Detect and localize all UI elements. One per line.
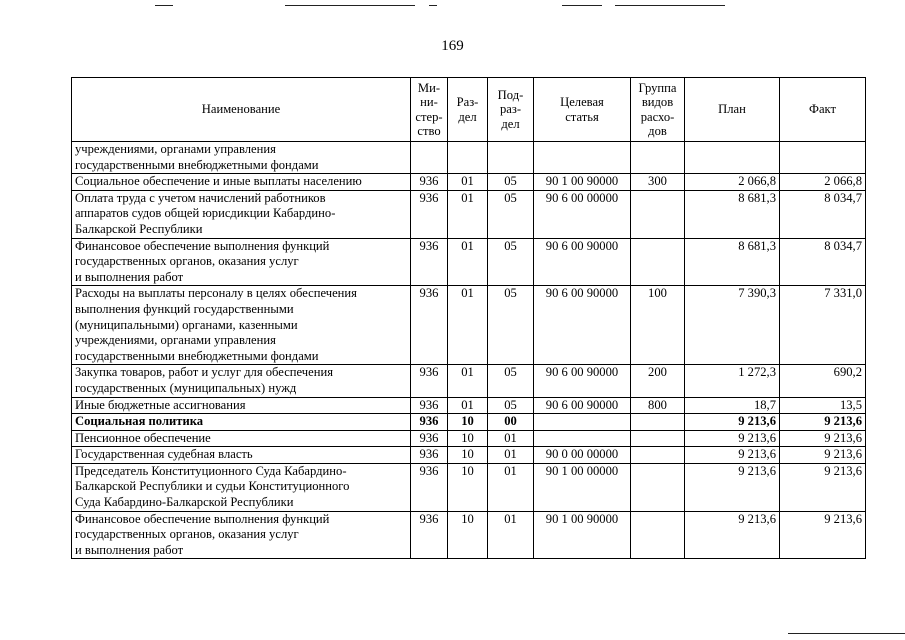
- cell-name: Председатель Конституционного Суда Кабардино- Балкарской Республики и судьи Конституционного Суда Кабардино-Балкарской Республики: [72, 463, 411, 511]
- table-row: [72, 447, 866, 464]
- scan-mark: [615, 5, 725, 6]
- cell-plan: 9 213,6: [685, 447, 780, 464]
- cell-ministry: 936: [411, 463, 448, 511]
- cell-section: 01: [448, 286, 488, 365]
- cell-fact: 2 066,8: [780, 174, 866, 191]
- scan-mark: [285, 5, 415, 6]
- cell-section: 01: [448, 238, 488, 286]
- cell-plan: [685, 142, 780, 174]
- cell-expense-group: [631, 430, 685, 447]
- cell-target-article: [534, 142, 631, 174]
- cell-expense-group: 200: [631, 365, 685, 397]
- cell-subsection: 05: [488, 286, 534, 365]
- cell-plan: 8 681,3: [685, 190, 780, 238]
- header-col-group: Группа видов расхо- дов: [631, 78, 685, 142]
- table-row: [72, 365, 866, 397]
- cell-expense-group: [631, 463, 685, 511]
- cell-ministry: 936: [411, 286, 448, 365]
- cell-fact: [780, 142, 866, 174]
- cell-ministry: 936: [411, 365, 448, 397]
- scan-mark: [429, 5, 437, 6]
- cell-target-article: 90 0 00 00000: [534, 447, 631, 464]
- cell-name: Оплата труда с учетом начислений работников аппаратов судов общей юрисдикции Кабардино- Балкарской Республики: [72, 190, 411, 238]
- scan-mark: [788, 633, 905, 634]
- cell-plan: 8 681,3: [685, 238, 780, 286]
- cell-ministry: 936: [411, 190, 448, 238]
- cell-ministry: [411, 142, 448, 174]
- cell-name: Иные бюджетные ассигнования: [72, 397, 411, 414]
- cell-name: Финансовое обеспечение выполнения функций государственных органов, оказания услуг и выполнения работ: [72, 511, 411, 559]
- cell-expense-group: 800: [631, 397, 685, 414]
- table-row: [72, 286, 866, 365]
- cell-name: Социальное обеспечение и иные выплаты населению: [72, 174, 411, 191]
- cell-section: 10: [448, 430, 488, 447]
- header-col-fact: Факт: [780, 78, 866, 142]
- table-header-row: [72, 78, 866, 142]
- cell-expense-group: 300: [631, 174, 685, 191]
- table-body: [72, 142, 866, 559]
- cell-subsection: 05: [488, 238, 534, 286]
- cell-ministry: 936: [411, 430, 448, 447]
- header-col-name: Наименование: [72, 78, 411, 142]
- cell-fact: 7 331,0: [780, 286, 866, 365]
- cell-expense-group: [631, 447, 685, 464]
- cell-plan: 18,7: [685, 397, 780, 414]
- page-number: 169: [441, 38, 464, 54]
- cell-expense-group: 100: [631, 286, 685, 365]
- cell-ministry: 936: [411, 511, 448, 559]
- cell-section: [448, 142, 488, 174]
- cell-section: 10: [448, 447, 488, 464]
- header-col-subsection: Под- раз- дел: [488, 78, 534, 142]
- cell-section: 01: [448, 365, 488, 397]
- cell-ministry: 936: [411, 174, 448, 191]
- cell-target-article: [534, 414, 631, 431]
- cell-section: 01: [448, 174, 488, 191]
- cell-fact: 690,2: [780, 365, 866, 397]
- cell-target-article: 90 6 00 90000: [534, 286, 631, 365]
- cell-name: Финансовое обеспечение выполнения функций государственных органов, оказания услуг и выполнения работ: [72, 238, 411, 286]
- cell-section: 01: [448, 397, 488, 414]
- table-row: [72, 397, 866, 414]
- cell-subsection: 01: [488, 463, 534, 511]
- cell-target-article: 90 6 00 90000: [534, 365, 631, 397]
- table-row: [72, 142, 866, 174]
- table-row: [72, 414, 866, 431]
- table-row: [72, 463, 866, 511]
- header-col-ministry: Ми- ни- стер- ство: [411, 78, 448, 142]
- scan-mark: [562, 5, 602, 6]
- cell-expense-group: [631, 142, 685, 174]
- cell-subsection: 01: [488, 447, 534, 464]
- cell-plan: 9 213,6: [685, 463, 780, 511]
- cell-ministry: 936: [411, 397, 448, 414]
- cell-target-article: 90 1 00 90000: [534, 174, 631, 191]
- cell-subsection: 00: [488, 414, 534, 431]
- cell-section: 01: [448, 190, 488, 238]
- header-col-target: Целевая статья: [534, 78, 631, 142]
- cell-subsection: 05: [488, 190, 534, 238]
- cell-subsection: 05: [488, 174, 534, 191]
- cell-expense-group: [631, 414, 685, 431]
- table-row: [72, 430, 866, 447]
- cell-fact: 9 213,6: [780, 430, 866, 447]
- cell-target-article: 90 1 00 90000: [534, 511, 631, 559]
- cell-plan: 9 213,6: [685, 511, 780, 559]
- cell-name: учреждениями, органами управления государственными внебюджетными фондами: [72, 142, 411, 174]
- cell-target-article: 90 6 00 90000: [534, 238, 631, 286]
- cell-fact: 8 034,7: [780, 190, 866, 238]
- cell-name: Государственная судебная власть: [72, 447, 411, 464]
- table-row: [72, 174, 866, 191]
- cell-ministry: 936: [411, 447, 448, 464]
- header-col-plan: План: [685, 78, 780, 142]
- table-row: [72, 190, 866, 238]
- cell-fact: 9 213,6: [780, 447, 866, 464]
- cell-expense-group: [631, 238, 685, 286]
- cell-target-article: 90 6 00 90000: [534, 397, 631, 414]
- cell-target-article: [534, 430, 631, 447]
- cell-fact: 13,5: [780, 397, 866, 414]
- cell-subsection: 05: [488, 397, 534, 414]
- cell-fact: 9 213,6: [780, 463, 866, 511]
- cell-ministry: 936: [411, 238, 448, 286]
- cell-subsection: [488, 142, 534, 174]
- cell-section: 10: [448, 463, 488, 511]
- cell-plan: 9 213,6: [685, 414, 780, 431]
- budget-table: [71, 77, 866, 559]
- cell-target-article: 90 6 00 00000: [534, 190, 631, 238]
- cell-plan: 7 390,3: [685, 286, 780, 365]
- table-row: [72, 511, 866, 559]
- table-row: [72, 238, 866, 286]
- cell-section: 10: [448, 511, 488, 559]
- cell-ministry: 936: [411, 414, 448, 431]
- cell-fact: 8 034,7: [780, 238, 866, 286]
- cell-expense-group: [631, 511, 685, 559]
- cell-plan: 2 066,8: [685, 174, 780, 191]
- cell-fact: 9 213,6: [780, 511, 866, 559]
- header-col-section: Раз- дел: [448, 78, 488, 142]
- cell-name: Пенсионное обеспечение: [72, 430, 411, 447]
- cell-subsection: 05: [488, 365, 534, 397]
- scan-mark: [155, 5, 173, 6]
- cell-name: Социальная политика: [72, 414, 411, 431]
- cell-section: 10: [448, 414, 488, 431]
- cell-subsection: 01: [488, 511, 534, 559]
- cell-expense-group: [631, 190, 685, 238]
- cell-fact: 9 213,6: [780, 414, 866, 431]
- cell-name: Закупка товаров, работ и услуг для обеспечения государственных (муниципальных) нужд: [72, 365, 411, 397]
- cell-target-article: 90 1 00 00000: [534, 463, 631, 511]
- cell-plan: 9 213,6: [685, 430, 780, 447]
- cell-name: Расходы на выплаты персоналу в целях обеспечения выполнения функций государственными (муниципальными) органами, казенными учреждениями, органами управления государственными внебюджетными фондами: [72, 286, 411, 365]
- cell-plan: 1 272,3: [685, 365, 780, 397]
- cell-subsection: 01: [488, 430, 534, 447]
